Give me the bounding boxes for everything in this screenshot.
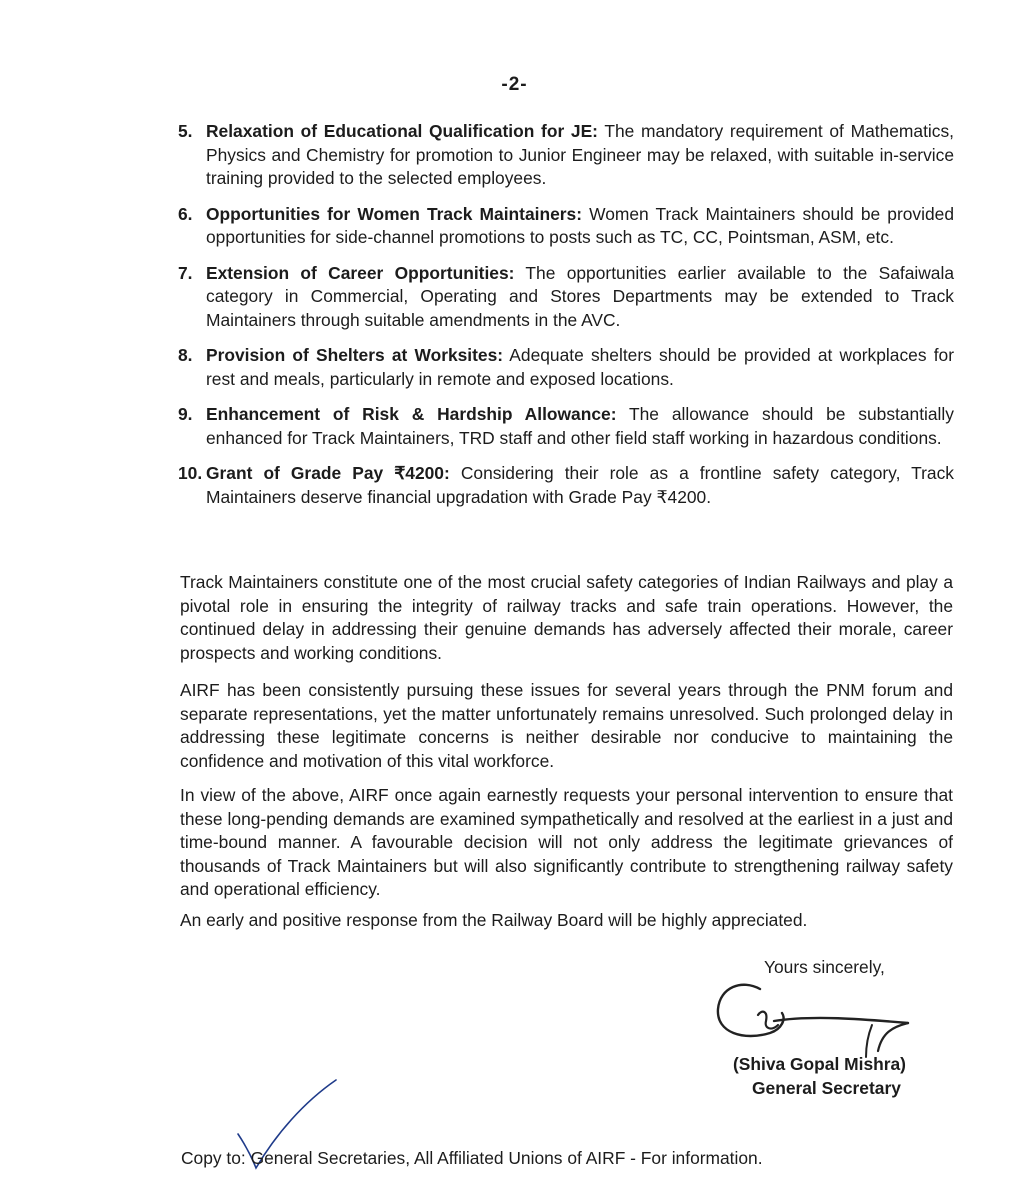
item-number: 9. (178, 404, 193, 424)
page-number: -2- (501, 74, 528, 95)
signatory-name: (Shiva Gopal Mishra) (733, 1054, 906, 1074)
list-item (178, 262, 954, 333)
item-heading: Provision of Shelters at Worksites: (206, 345, 504, 365)
list-item (178, 203, 954, 250)
body-paragraph: Track Maintainers constitute one of the most crucial safety categories of Indian Railways and play a pivotal role in ensuring the integrity of railway tracks and safe train operations. However, the continued delay in addressing their genuine demands has adversely affected their morale, career prospects and working conditions. (180, 572, 953, 663)
item-heading: Extension of Career Opportunities: (206, 262, 515, 283)
item-number: 5. (178, 121, 193, 141)
item-heading: Opportunities for Women Track Maintainers: (206, 203, 582, 224)
list-item (178, 120, 954, 191)
item-heading: Grant of Grade Pay ₹4200: (206, 463, 450, 483)
item-text: Considering their role as a frontline safety category, Track Maintainers deserve financial upgradation with Grade Pay ₹4200. (206, 463, 954, 507)
sign-off: Yours sincerely, (764, 957, 885, 977)
signatory-title: General Secretary (752, 1078, 901, 1098)
list-item (178, 344, 954, 391)
item-text: The allowance should be substantially enhanced for Track Maintainers, TRD staff and other field staff working in hazardous conditions. (206, 404, 954, 448)
item-number: 10. (178, 463, 203, 483)
item-heading: Enhancement of Risk & Hardship Allowance: (206, 404, 617, 424)
list-item (178, 462, 954, 509)
copy-to-line: Copy to: General Secretaries, All Affiliated Unions of AIRF - For information. (181, 1148, 763, 1168)
body-paragraph: AIRF has been consistently pursuing these issues for several years through the PNM forum and separate representations, yet the matter unfortunately remains unresolved. Such prolonged delay in addressing these legitimate concerns is neither desirable nor conducive to maintaining the confidence and motivation of this vital workforce. (180, 680, 953, 771)
item-number: 6. (178, 203, 193, 224)
item-number: 8. (178, 345, 193, 365)
list-item (178, 403, 954, 450)
item-text: The opportunities earlier available to the Safaiwala category in Commercial, Operating and Stores Departments may be extended to Track Maintainers through suitable amendments in the AVC. (206, 262, 954, 330)
closing-line: An early and positive response from the Railway Board will be highly appreciated. (180, 910, 808, 930)
item-number: 7. (178, 262, 193, 283)
body-paragraph: In view of the above, AIRF once again earnestly requests your personal intervention to ensure that these long-pending demands are examined sympathetically and resolved at the earliest in a just and time-bound manner. A favourable decision will not only address the legitimate grievances of thousands of Track Maintainers but will also significantly contribute to strengthening railway safety and operational efficiency. (180, 785, 953, 899)
item-heading: Relaxation of Educational Qualification for JE: (206, 121, 598, 141)
item-text: The mandatory requirement of Mathematics, Physics and Chemistry for promotion to Junior Engineer may be relaxed, with suitable in-service training provided to the selected employees. (206, 121, 954, 188)
signature-mark (712, 975, 922, 1060)
demands-list (178, 120, 954, 509)
item-text: Adequate shelters should be provided at workplaces for rest and meals, particularly in remote and exposed locations. (206, 345, 955, 389)
item-text: Women Track Maintainers should be provided opportunities for side-channel promotions to posts such as TC, CC, Pointsman, ASM, etc. (206, 203, 954, 247)
